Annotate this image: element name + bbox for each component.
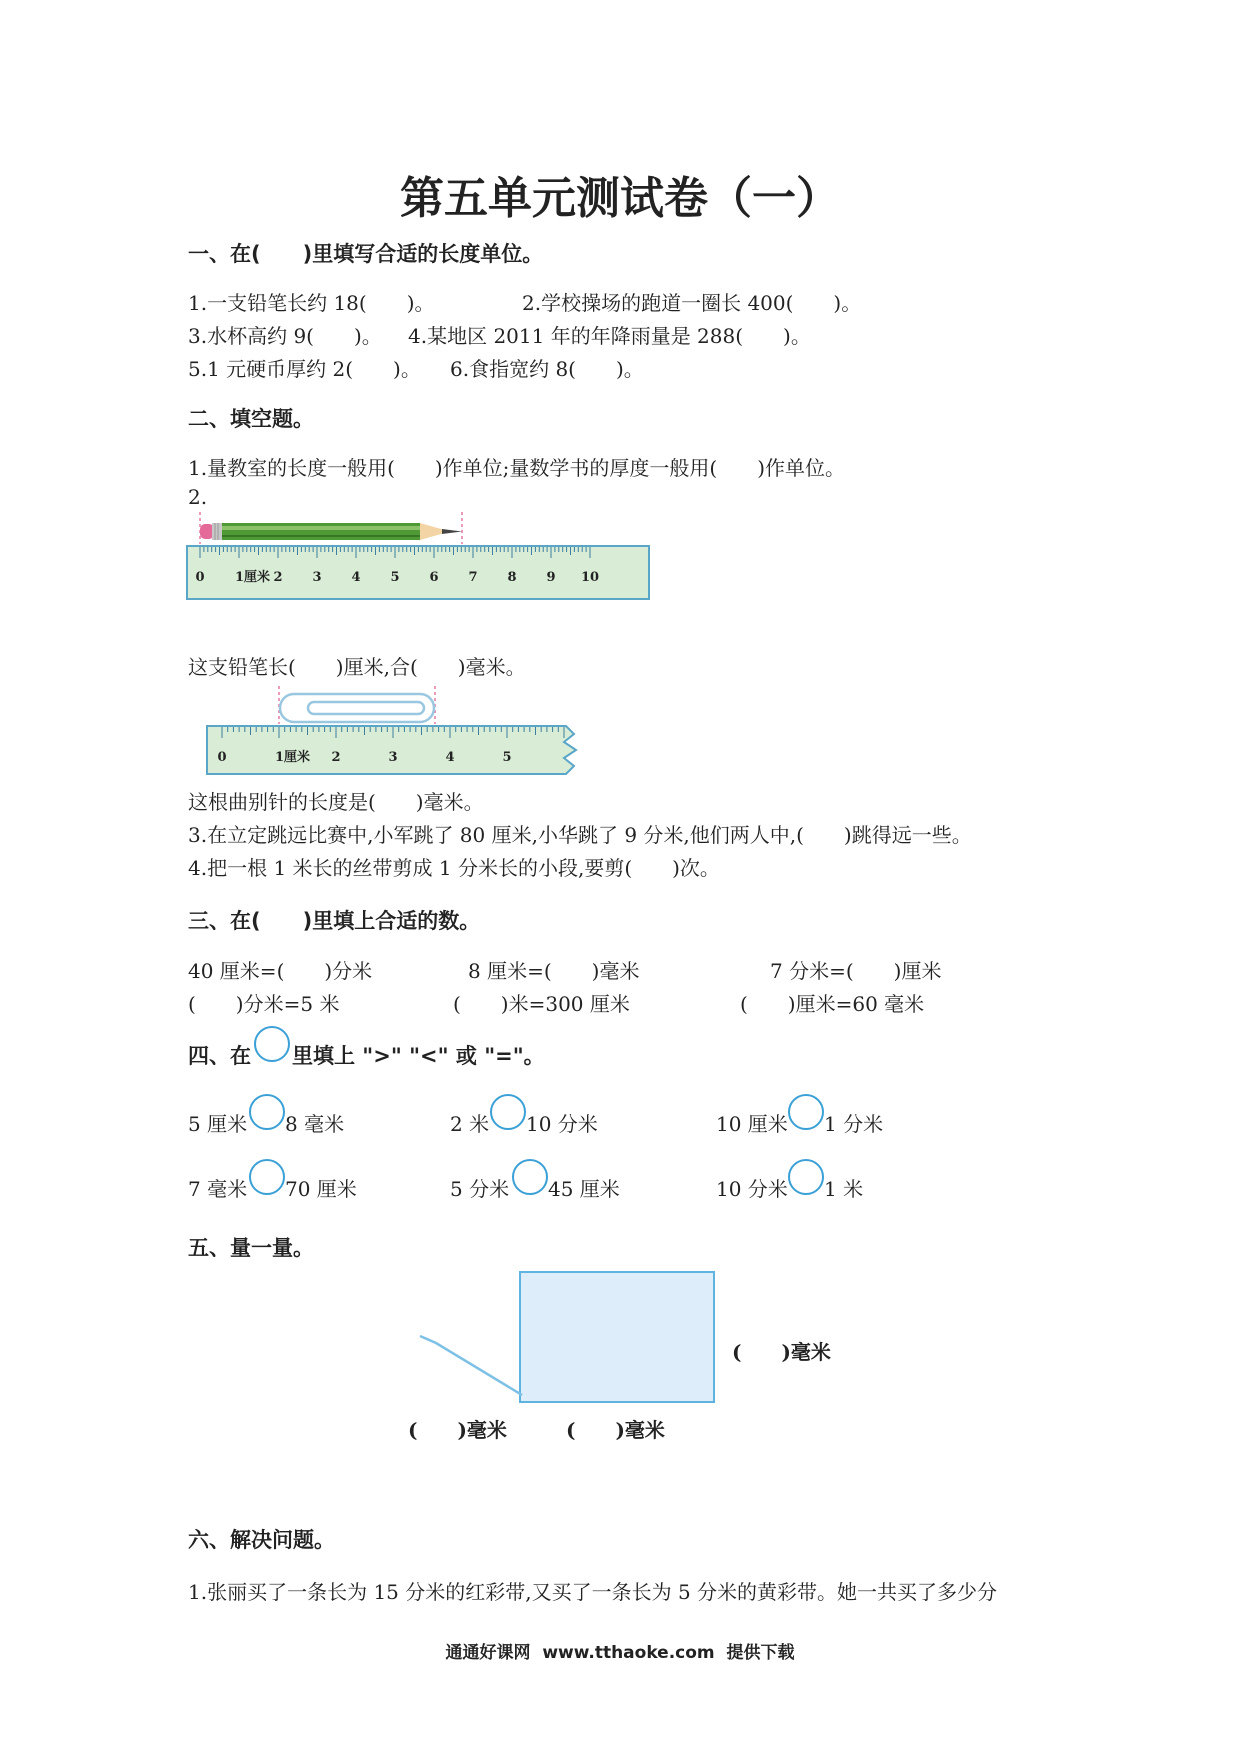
page-title: 第五单元测试卷（一） (400, 173, 840, 224)
s2-question-1: 1.量教室的长度一般用( )作单位;量数学书的厚度一般用( )作单位。 (188, 456, 846, 480)
s5-label-right: ( )毫米 (732, 1340, 831, 1364)
paperclip-icon (280, 694, 434, 722)
ruler-label: 1厘米 (275, 750, 311, 765)
s5-label-line: ( )毫米 (408, 1418, 507, 1442)
ruler-label: 0 (195, 570, 205, 585)
ruler-label: 7 (468, 570, 478, 585)
s4-left: 2 米 (450, 1112, 490, 1136)
section-6-heading: 六、解决问题。 (188, 1528, 335, 1552)
ruler-label: 5 (502, 750, 512, 765)
compare-circle-icon[interactable] (247, 1092, 287, 1132)
ruler-label: 9 (546, 570, 556, 585)
s6-question-1: 1.张丽买了一条长为 15 分米的红彩带,又买了一条长为 5 分米的黄彩带。她一共买了多少分 (188, 1580, 998, 1604)
s2-clip-question: 这根曲别针的长度是( )毫米。 (188, 790, 484, 814)
ruler-label: 8 (507, 570, 517, 585)
s2-question-3: 3.在立定跳远比赛中,小军跳了 80 厘米,小华跳了 9 分米,他们两人中,( )跳得远一些。 (188, 823, 972, 847)
ruler-label: 0 (217, 750, 227, 765)
paperclip-ruler-figure (206, 686, 586, 778)
compare-circle-icon (252, 1024, 292, 1064)
ruler-label: 2 (273, 570, 283, 585)
ruler-label: 5 (390, 570, 400, 585)
ruler-label: 4 (445, 750, 455, 765)
s2-pencil-question: 这支铅笔长( )厘米,合( )毫米。 (188, 655, 526, 679)
s4-left: 10 厘米 (716, 1112, 788, 1136)
s2-question-2-number: 2. (188, 485, 208, 509)
s1-question-6: 6.食指宽约 8( )。 (450, 357, 644, 381)
s1-question-5: 5.1 元硬币厚约 2( )。 (188, 357, 421, 381)
measure-figure (418, 1270, 718, 1410)
s3-item: 40 厘米=( )分米 (188, 959, 373, 983)
s3-item: 8 厘米=( )毫米 (468, 959, 640, 983)
compare-circle-icon[interactable] (488, 1092, 528, 1132)
s4-left: 5 分米 (450, 1177, 510, 1201)
s4-right: 1 分米 (824, 1112, 884, 1136)
compare-circle-icon[interactable] (510, 1157, 550, 1197)
s3-item: ( )米=300 厘米 (453, 992, 630, 1016)
s1-question-1: 1.一支铅笔长约 18( )。 (188, 291, 435, 315)
pencil-icon (200, 523, 462, 540)
section-1-heading: 一、在( )里填写合适的长度单位。 (188, 242, 544, 266)
s3-item: ( )厘米=60 毫米 (740, 992, 925, 1016)
s4-right: 10 分米 (526, 1112, 598, 1136)
ruler-label: 2 (331, 750, 341, 765)
section-4-heading-b: 里填上 ">" "<" 或 "="。 (292, 1044, 545, 1068)
measure-line (420, 1336, 522, 1395)
ruler-label: 6 (429, 570, 439, 585)
section-2-heading: 二、填空题。 (188, 407, 314, 431)
s5-label-bottom: ( )毫米 (566, 1418, 665, 1442)
s3-item: ( )分米=5 米 (188, 992, 340, 1016)
section-5-heading: 五、量一量。 (188, 1236, 314, 1260)
s4-right: 8 毫米 (285, 1112, 345, 1136)
s4-left: 7 毫米 (188, 1177, 248, 1201)
s1-question-3: 3.水杯高约 9( )。 (188, 324, 382, 348)
ruler-label: 10 (580, 570, 600, 585)
s4-right: 70 厘米 (285, 1177, 357, 1201)
ruler-2 (207, 726, 576, 774)
section-3-heading: 三、在( )里填上合适的数。 (188, 909, 481, 933)
ruler-label: 1厘米 (235, 570, 271, 585)
s2-question-4: 4.把一根 1 米长的丝带剪成 1 分米长的小段,要剪( )次。 (188, 856, 720, 880)
footer-text: 通通好课网 www.tthaoke.com 提供下载 (445, 1643, 795, 1663)
compare-circle-icon[interactable] (786, 1157, 826, 1197)
ruler-label: 4 (351, 570, 361, 585)
compare-circle-icon[interactable] (247, 1157, 287, 1197)
s3-item: 7 分米=( )厘米 (770, 959, 942, 983)
s4-left: 10 分米 (716, 1177, 788, 1201)
s1-question-2: 2.学校操场的跑道一圈长 400( )。 (522, 291, 862, 315)
measure-rectangle (520, 1272, 714, 1402)
s4-right: 1 米 (824, 1177, 864, 1201)
ruler-label: 3 (388, 750, 398, 765)
compare-circle-icon[interactable] (786, 1092, 826, 1132)
ruler-1 (187, 546, 649, 599)
pencil-ruler-figure (186, 512, 652, 604)
s4-left: 5 厘米 (188, 1112, 248, 1136)
s4-right: 45 厘米 (548, 1177, 620, 1201)
ruler-label: 3 (312, 570, 322, 585)
s1-question-4: 4.某地区 2011 年的年降雨量是 288( )。 (408, 324, 811, 348)
section-4-heading-a: 四、在 (188, 1044, 251, 1068)
